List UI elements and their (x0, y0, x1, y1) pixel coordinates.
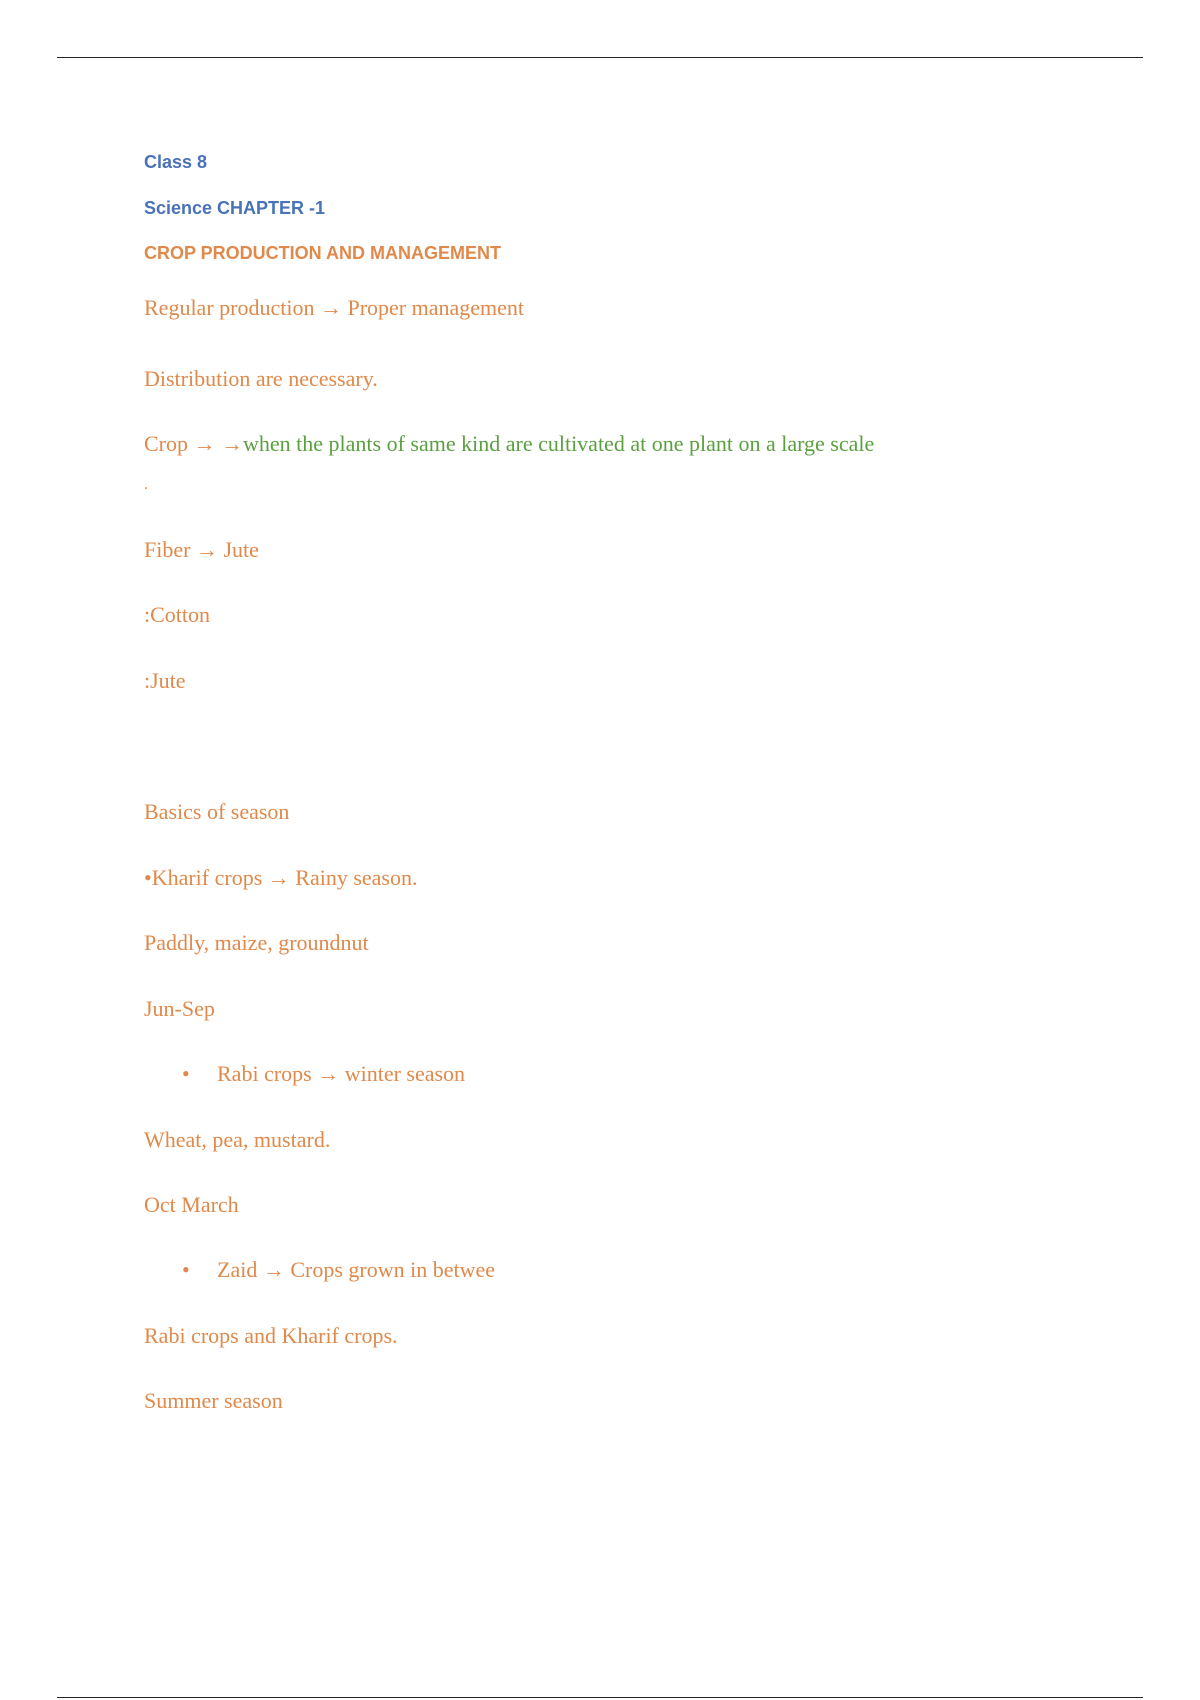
bullet-icon: • (182, 1061, 190, 1086)
zaid-season: Summer season (144, 1388, 283, 1413)
cotton-line: :Cotton (144, 602, 211, 627)
crop-definition: when the plants of same kind are cultivated at one plant on a large scale (243, 431, 875, 456)
stray-dot: . (144, 476, 148, 493)
zaid-continuation: Rabi crops and Kharif crops. (144, 1323, 398, 1348)
distribution-line: Distribution are necessary. (144, 366, 378, 391)
crop-label: Crop → → (144, 431, 243, 456)
rabi-line: Rabi crops → winter season (217, 1061, 466, 1086)
kharif-line: •Kharif crops → Rainy season. (144, 865, 418, 890)
bullet-icon: • (182, 1257, 190, 1282)
chapter-heading: Science CHAPTER -1 (144, 198, 326, 218)
regular-production-line: Regular production → Proper management (144, 295, 525, 320)
jute-line: :Jute (144, 668, 186, 693)
kharif-months: Jun-Sep (144, 996, 215, 1021)
header-rule (57, 57, 1143, 58)
crop-definition-line (144, 433, 874, 455)
basics-of-season-heading: Basics of season (144, 799, 290, 824)
rabi-examples: Wheat, pea, mustard. (144, 1127, 331, 1152)
class-heading: Class 8 (144, 152, 208, 172)
kharif-examples: Paddly, maize, groundnut (144, 930, 369, 955)
fiber-line: Fiber → Jute (144, 537, 259, 562)
footer-rule (57, 1697, 1143, 1698)
zaid-line: Zaid → Crops grown in betwee (217, 1257, 495, 1282)
rabi-months: Oct March (144, 1192, 239, 1217)
chapter-title: CROP PRODUCTION AND MANAGEMENT (144, 243, 502, 263)
